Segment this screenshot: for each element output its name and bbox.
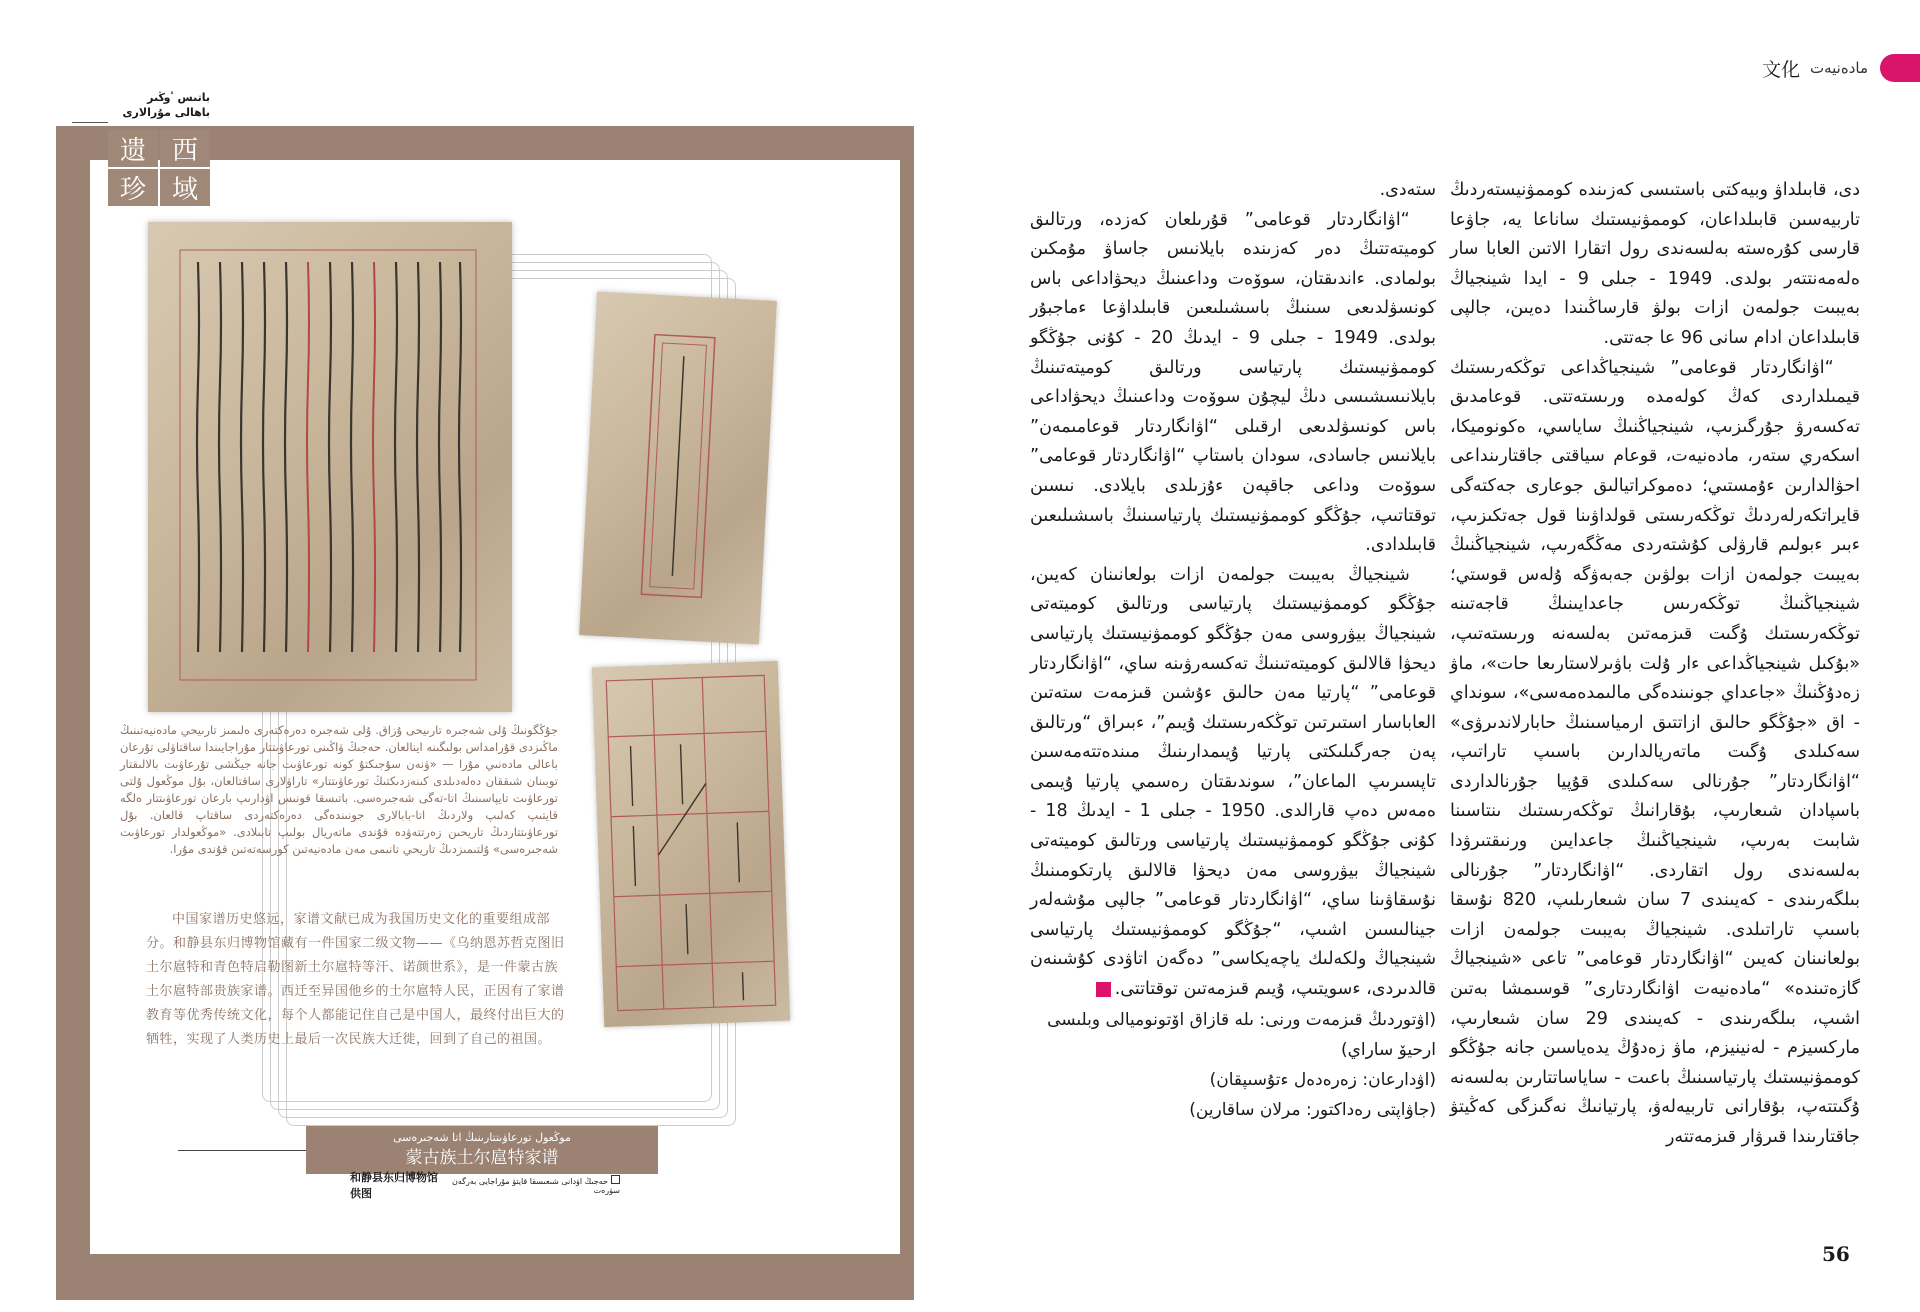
byline-author: (اۋتوردىڭ قىزمەت ورنى: ىلە قازاق اۆتونوميالى وبلىسى ارحيۆ ساراي) [1047, 1009, 1436, 1060]
photo-frame-right [900, 126, 914, 1300]
badge-char: 西 [160, 130, 210, 167]
photo-frame-bottom [56, 1254, 914, 1300]
column-badge [72, 88, 212, 204]
photo-credit-ug [447, 1175, 620, 1195]
section-title-cn: 文化 [1761, 58, 1800, 81]
section-header [1762, 54, 1868, 82]
section-accent-bar [1880, 54, 1920, 82]
manuscript-photo-large [148, 222, 512, 712]
photo-caption-cn: 中国家谱历史悠远，家谱文献已成为我国历史文化的重要组成部分。和静县东归博物馆藏有一件国家二级文物——《乌纳恩苏哲克图旧土尔扈特和青色特启勒图新土尔扈特等汗、诺颜世系》，是一件蒙古族土尔扈特部贵族家谱。西迁至异国他乡的土尔扈特人民，正因有了家谱教育等优秀传统文化，每个人都能记住自己是中国人，最终付出巨大的牺牲，实现了人类历史上最后一次民族大迁徙，回到了自己的祖国。 [146, 912, 565, 1047]
photo-credit-cn: 和静县东归博物馆供图 [350, 1171, 438, 1200]
manuscript-script-drawing [148, 222, 512, 712]
credit-box-icon [611, 1175, 620, 1184]
paragraph: دى، قابىلداۋ وبيەكتى باستىسى كەزىندە كوممۋنيستەردىڭ تاربيەسىن قابىلداعان، كوممۋنيستىك ساناعا يە، جاۋعا قارسى كۇرەستە بەلسەندى رول اتقارا الاتىن العابا سار ەلەمەنتتەر بولدى. 1949 - جىلى 9 - ايدا شينجياڭ بەيبىت جولمەن ازات بولۋ قارساڭىندا دەيىن، جالپى قابىلداعان ادام سانى 96 عا جەتتى. [1450, 180, 1860, 348]
paragraph: “اۋانگاردتار قوعامى” قۇرىلعان كەزدە، ورتالىق كوميتەتتىڭ دەر كەزىندە بايلانىس جاساۋ مۇمكىن بولمادى. ءاندىقتان، سوۆەت وداعىنىڭ ديحۋاداعى باس كونسۋلدىعى سىنىڭ باسشىلىعىن قابىلداۋعا ءماجبۇر بولدى. 1949 - جىلى 9 - ايدىڭ 20 - كۇنى جۇڭگو كوممۋنيستىك پارتياسى ورتالىق كوميتەتىنىڭ بايلانىسشىسى دىڭ ليچۇن سوۆەت وداعىنىڭ ديحۋاداعى باس كونسۋلدىعى ارقىلى “اۋانگاردتار قوعامىمەن” بايلانىس جاسادى، سودان باستاپ “اۋانگاردتار قوعامى” سوۆەت وداعى جاقپەن ءۇزىلدى بايلادى. نىسىن توقتاتىپ، جۇڭگو كوممۋنيستىك پارتياسىنىڭ باسشىلىعىن قابىلدادى. [1030, 209, 1436, 556]
badge-char: 珍 [108, 169, 158, 206]
badge-rule [72, 122, 108, 123]
badge-title-ug-line1: باتىس ٴوڭىر [147, 91, 210, 104]
badge-char: 遗 [108, 130, 158, 167]
photo-title-plate [306, 1126, 658, 1174]
article-column-right [1450, 176, 1860, 1153]
plate-title-cn: 蒙古族土尔扈特家谱 [405, 1148, 559, 1168]
byline-editor: (جاۋاپتى رەداكتور: مرلان ساقارين) [1189, 1099, 1436, 1120]
byline-translator: (اۋدارعان: زەرەدەل ءتۇسىپقان) [1209, 1069, 1436, 1090]
paragraph [1030, 561, 1436, 1005]
photo-credit-ug-text: حەجىڭ اۋدانى شىعىسقا قايتۋ مۇراجايى بەرگەن سۋرەت [452, 1177, 620, 1195]
badge-tiles [108, 130, 210, 205]
badge-title-ug-line2: باھالى مۇرالارى [122, 106, 210, 119]
page-number: 56 [1822, 1242, 1850, 1266]
section-title-ug: مادەنيەت [1809, 59, 1868, 77]
paragraph: “اۋانگاردتار قوعامى” شينجياڭداعى توڭكەرىستىك قيمىلداردى كەڭ كولەمدە ورىستەتتى. قوعامدىق تەكسەرۋ جۇرگىزىپ، شينجياڭنىڭ ساياسي، ەكونوميكا، اسكەري ستەر، مادەنيەت، قوعام سياقتى جاقتارىنداعى احۋالدارىن ءۇمستىي؛ دەموكراتيالىق جوعارى جەكتەگى قايراتكەرلەردىڭ توڭكەرىستى قولداۋىنا قول جەتكىزىپ، ءبىر ءبولىم قارۋلى كۇشتەردى مەڭگەرىپ، شينجياڭنىڭ بەيبىت جولمەن ازات بولۋىن جەبەۋگە ۇلەس قوستي؛ شينجياڭنىڭ توڭكەرىس جاعدايىنىڭ قاجەتىنە توڭكەرىستىك ۇگىت قىزمەتىن بەلسەنە ورىستەتىپ، «بۇكىل شينجياڭداعى ءار ۇلت باۋىرلاستارىعا حات»، ماۋ زەدۇڭنىڭ «جاعداي جونىندەگى مالىمدەمەسى»، سونداي - اق «جۇڭگو حالىق ازاتتىق ارمياسىنىڭ حابارلاندىرۋى» سەكىلدى ۇگىت ماتەريالدارىن باسىپ تاراتىپ، “اۋانگاردتار” جۇرنالى سەكىلدى قۇپيا جۇرنالداردى باسپادان شىعارىپ، بۇقارانىڭ توڭكەرىستىك ىنتاسىنا شابىت بەرىپ، شينجياڭنىڭ جاعدايىن ورنىقتىرۋدا بەلسەندى رول اتقاردى. “اۋانگاردتار” جۇرنالى بىلگەرىندى - كەيىندى 7 سان شىعارىلىپ، 820 نۇسقا باسىپ تاراتىلدى. شينجياڭ بەيبىت جولمەن ازات بولعانىنان كەيىن “اۋانگاردتار قوعامى” تاعى «شينجياڭ گازەتىندە» “مادەنيەت اۋانگاردتارى” قوسىمشا بەتىن اشىپ، بىلگەرىندى - كەيىندى 29 سان شىعارىپ، ماركسيزم - لەنينيزم، ماۋ زەدۇڭ يدەياسىن جانە جۇڭگو كوممۋنيستىك پارتياسىنىڭ باعىت - ساياساتتارىن بەلسەنە ۇگىتتەپ، بۇقارانى تاربيەلەۋ، پارتيانىڭ نەگىزگى كەڭيتۋ جاقتارىندا قىرۋار قىزمەتتەر [1450, 357, 1861, 1147]
end-mark-icon [1096, 982, 1111, 997]
manuscript-photo-table [592, 661, 790, 1027]
photo-credit [350, 1171, 620, 1200]
photo-caption-ug: جۇڭگونىڭ ۇلى شەجىرە تارىيحى ۇزاق. ۇلى شەجىرە دەرەكتەرى ەلىمىز تارىيحي مادەنيەتىنىڭ ماڭىزدى قۇرامداس بولىگىنە اينالعان. حەجىڭ ۋاڭىنى تورعاۋىتتار مۇراجايىندا ساقتاۋلى تۇرعان باعالى مادەنىي مۇرا — «ۋنەن سۇجىكتۇ كونە تورعاۋىت جانە جيڭشى تۇرعاۋىت بالالىقتار توبىنان شىققان دەلەدىلدى كىنەزدىكتىڭ تورعاۋىتتار» تاراۋلارى ساقتالعان، بۇل موڭعول ۇلتى تورعاۋىت تايپاسىنىڭ اتا-تەگى شەجىرەسى. باتىسقا قونىس اۋدارىپ بارعان تورعاۋىتتار ەلگە قايتىپ كەلىپ ولاردىڭ اتا-بابالارى جونىندەگى دەرەكتەردى ساقتاپ قالعان. بۇل تورعاۋىتتاردىڭ تاريحىن زەرتتەۋدە قۇندى ماتەريال بولىپ تابىلادى. «موڭعولدار تورعاۋىت شەجىرەسى» ۇلتىمىزدىڭ تاريحي تانىمى مەن مادەنيەتىن كورسەتەتىن قۇندى مۇرا. [120, 723, 558, 856]
paragraph-text: شينجياڭ بەيبىت جولمەن ازات بولعانىنان كەيىن، جۇڭگو كوممۋنيستىك پارتياسى ورتالىق كوميتەتى شينجياڭ بيۋروسى مەن جۇڭگو كوممۋنيستىك پارتياسى ديحۋا قالالىق كوميتەتىنىڭ تەكسەرۋىنە ساي، “اۋانگاردتار قوعامى” “پارتيا مەن حالىق ءۇشىن قىزمەت ستەتىن العاباسار استىرتىن توڭكەرىستىك ۇيىم”، ءبىراق “ورتالىق پەن جەرگىلىكتى پارتيا ۇيىمدارىنىڭ مىندەتتەمەسىن تاپسىرىپ الماعان”، سوندىقتان رەسمي پارتيا ۇيىمى ەمەس دەپ قارالدى. 1950 - جىلى 1 - ايدىڭ 18 - كۇنى جۇڭگو كوممۋنيستىك پارتياسى ورتالىق كوميتەتى شينجياڭ بيۋروسى مەن ديحۋا قالالىق پارتكومىنىڭ نۇسقاۋىنا ساي، “اۋانگاردتار قوعامى” جالپى مۇشەلەر جينالىسىن اشىپ، “جۇڭگو كوممۋنيستىك پارتياسى شينجياڭ ولكەلىك ياچەيكاسى” دەگەن اتاۋدى كۇشىنەن قالدىردى، ءسويتىپ، ۇيىم قىزمەتىن توقتاتتى. [1030, 564, 1436, 1000]
manuscript-photo-cover [579, 292, 777, 645]
manuscript-table-drawing [592, 661, 790, 1027]
paragraph: ستەدى. [1379, 180, 1436, 200]
badge-title-ug [108, 90, 210, 120]
badge-char: 域 [160, 169, 210, 206]
manuscript-cover-drawing [579, 292, 777, 645]
article-column-middle [1030, 176, 1436, 1125]
plate-title-ug: موڭعول تورعاۋىتتارىنىڭ اتا شەجىرەسى [393, 1131, 571, 1144]
